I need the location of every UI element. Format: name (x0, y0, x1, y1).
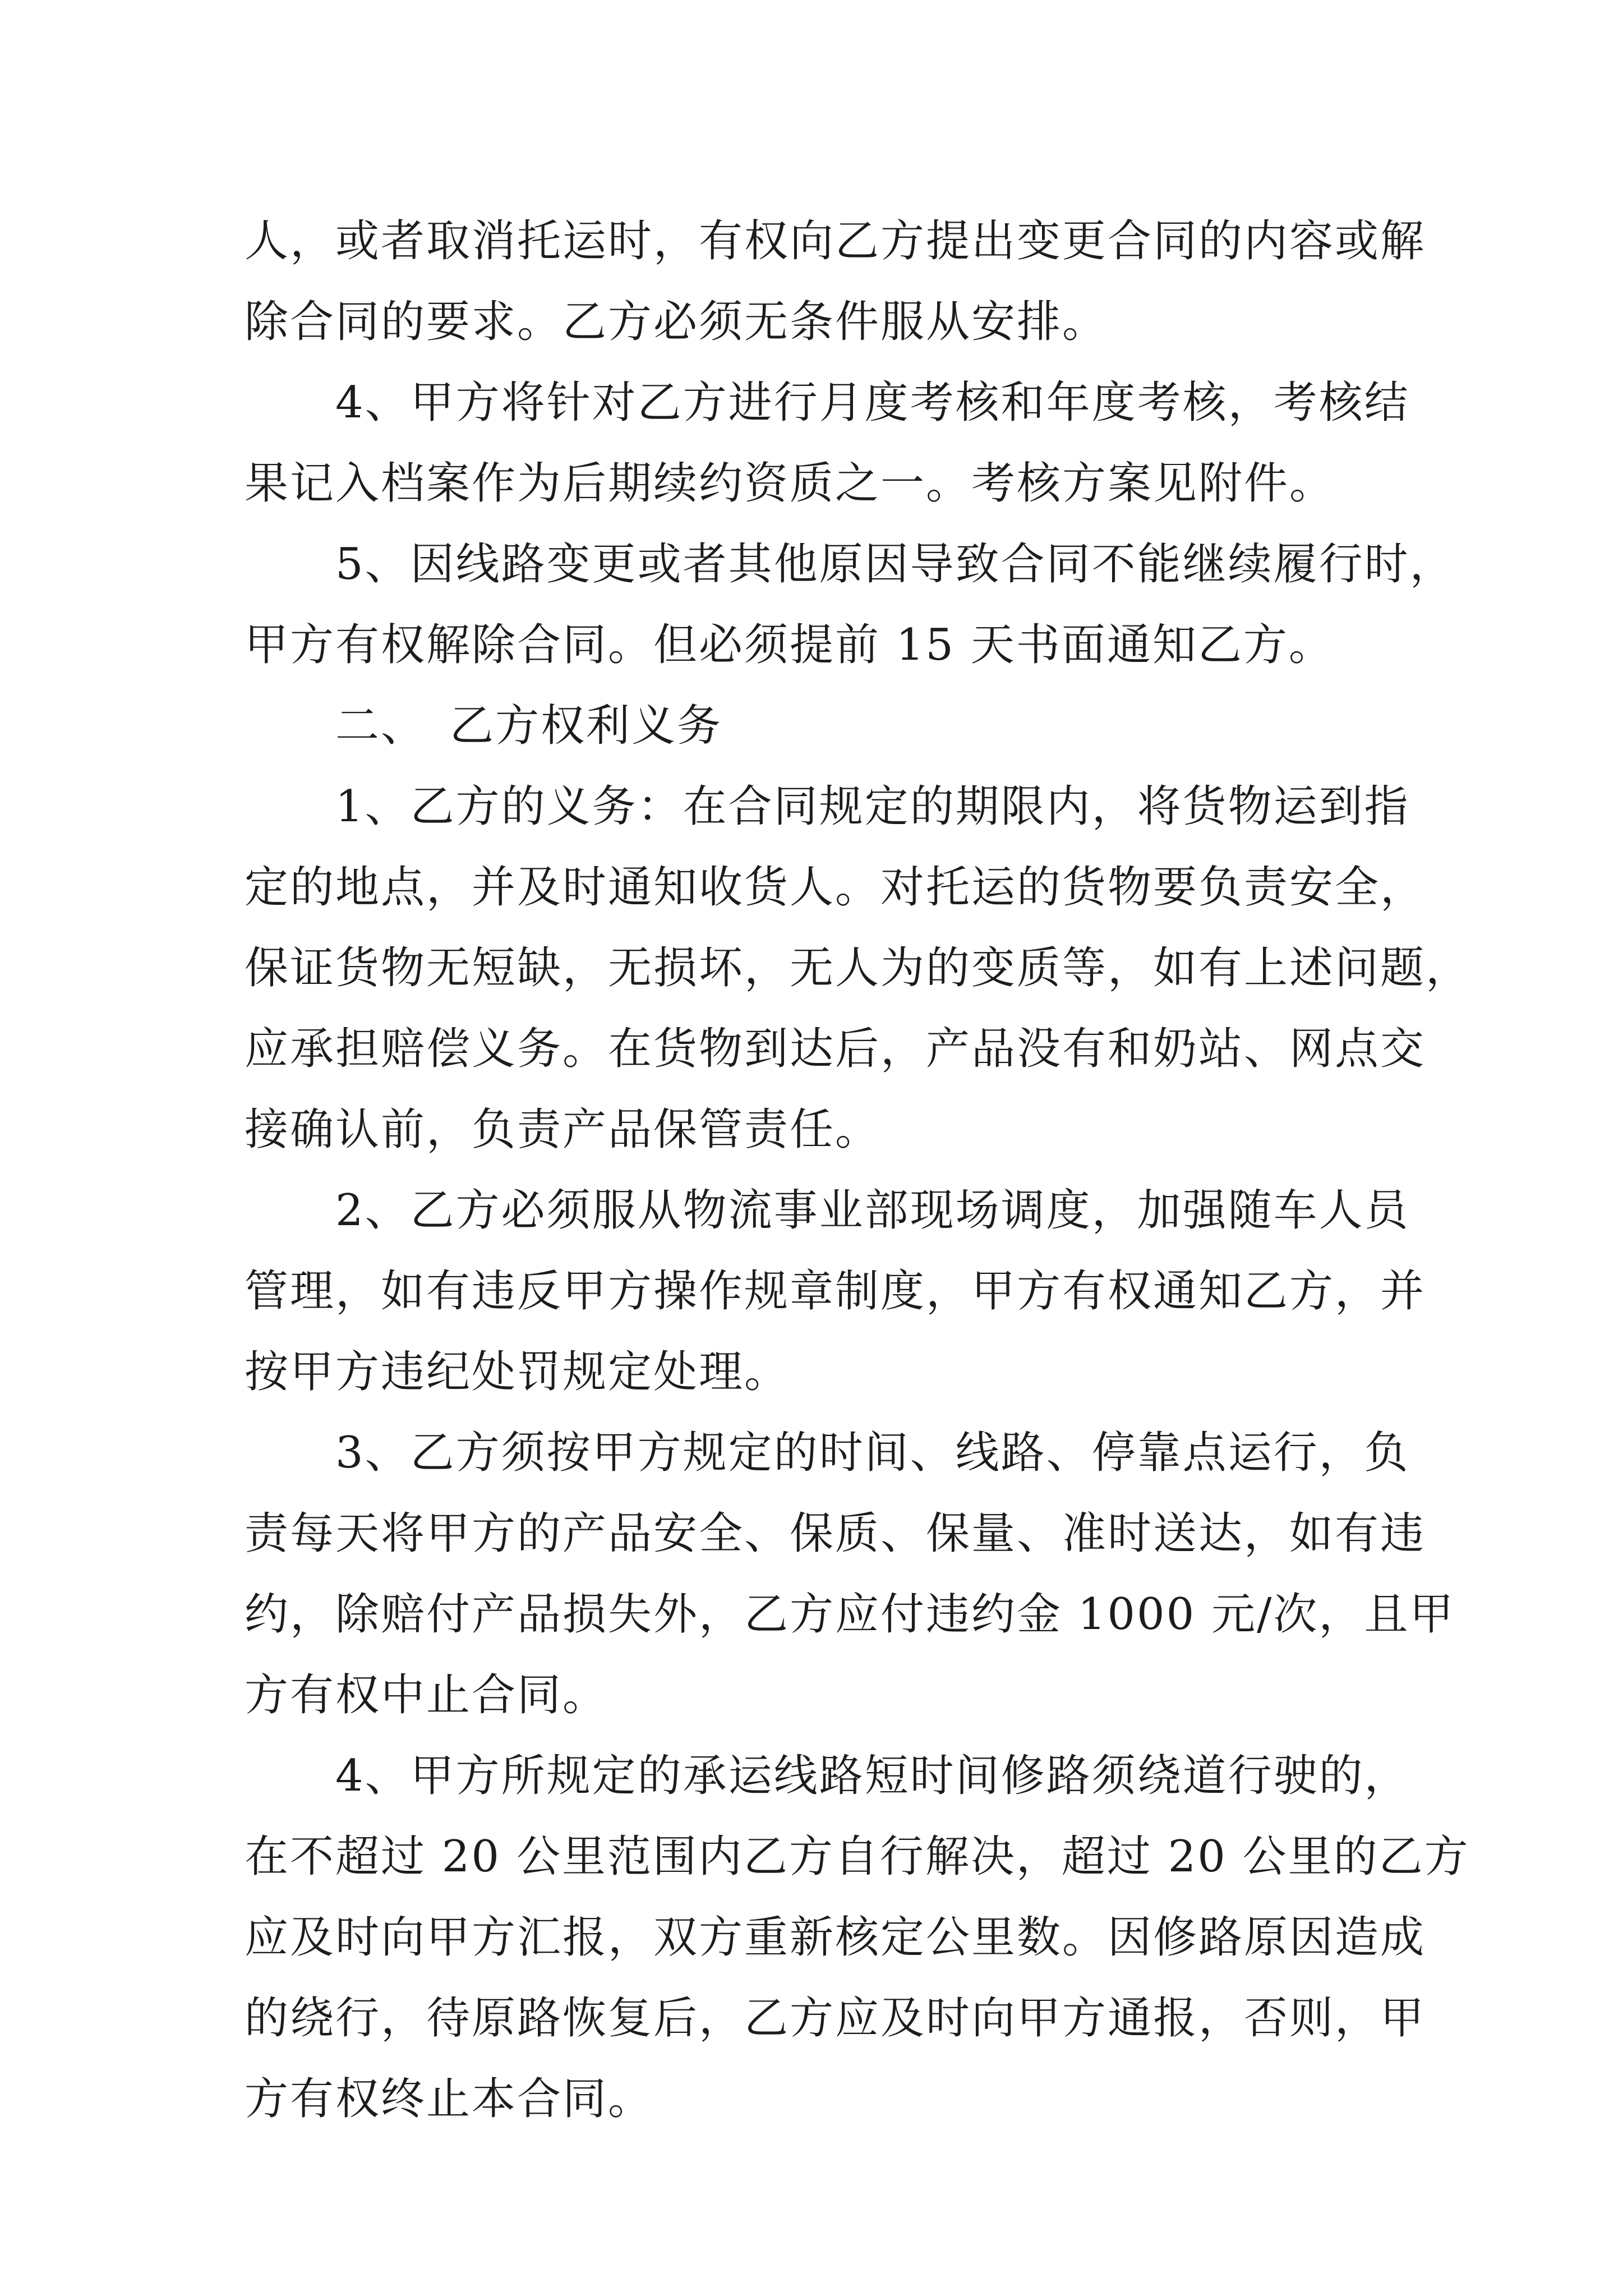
clause-b4-line: 4、甲方所规定的承运线路短时间修路须绕道行驶的， (245, 1751, 1410, 1801)
text-line: 方有权终止本合同。 (245, 2074, 654, 2124)
text-line: 约，除赔付产品损失外，乙方应付违约金 1000 元/次，且甲 (245, 1589, 1455, 1640)
text-line: 管理，如有违反甲方操作规章制度，甲方有权通知乙方，并 (245, 1266, 1426, 1317)
section-heading: 二、 乙方权利义务 (245, 701, 723, 751)
clause-b3-line: 3、乙方须按甲方规定的时间、线路、停靠点运行，负 (245, 1428, 1410, 1478)
text-line: 除合同的要求。乙方必须无条件服从安排。 (245, 297, 1108, 347)
text-line: 按甲方违纪处罚规定处理。 (245, 1347, 790, 1397)
text-line: 方有权中止合同。 (245, 1670, 608, 1720)
text-line: 应承担赔偿义务。在货物到达后，产品没有和奶站、网点交 (245, 1024, 1426, 1074)
clause-a4-line: 4、甲方将针对乙方进行月度考核和年度考核，考核结 (245, 378, 1410, 428)
text-line: 定的地点，并及时通知收货人。对托运的货物要负责安全， (245, 862, 1426, 913)
text-line: 甲方有权解除合同。但必须提前 15 天书面通知乙方。 (245, 620, 1334, 670)
text-line: 保证货物无短缺，无损坏，无人为的变质等，如有上述问题， (245, 943, 1472, 993)
text-line: 在不超过 20 公里范围内乙方自行解决，超过 20 公里的乙方 (245, 1832, 1470, 1882)
text-line: 应及时向甲方汇报，双方重新核定公里数。因修路原因造成 (245, 1912, 1426, 1963)
text-line: 的绕行，待原路恢复后，乙方应及时向甲方通报，否则，甲 (245, 1993, 1426, 2044)
contract-body (245, 201, 1472, 2139)
text-line: 接确认前，负责产品保管责任。 (245, 1105, 881, 1155)
clause-b2-line: 2、乙方必须服从物流事业部现场调度，加强随车人员 (245, 1185, 1410, 1236)
clause-a5-line: 5、因线路变更或者其他原因导致合同不能继续履行时， (245, 539, 1455, 590)
text-line: 责每天将甲方的产品安全、保质、保量、准时送达，如有违 (245, 1508, 1426, 1559)
text-line: 人，或者取消托运时，有权向乙方提出变更合同的内容或解 (245, 216, 1426, 266)
clause-b1-line: 1、乙方的义务：在合同规定的期限内，将货物运到指 (245, 781, 1410, 832)
text-line: 果记入档案作为后期续约资质之一。考核方案见附件。 (245, 458, 1335, 509)
